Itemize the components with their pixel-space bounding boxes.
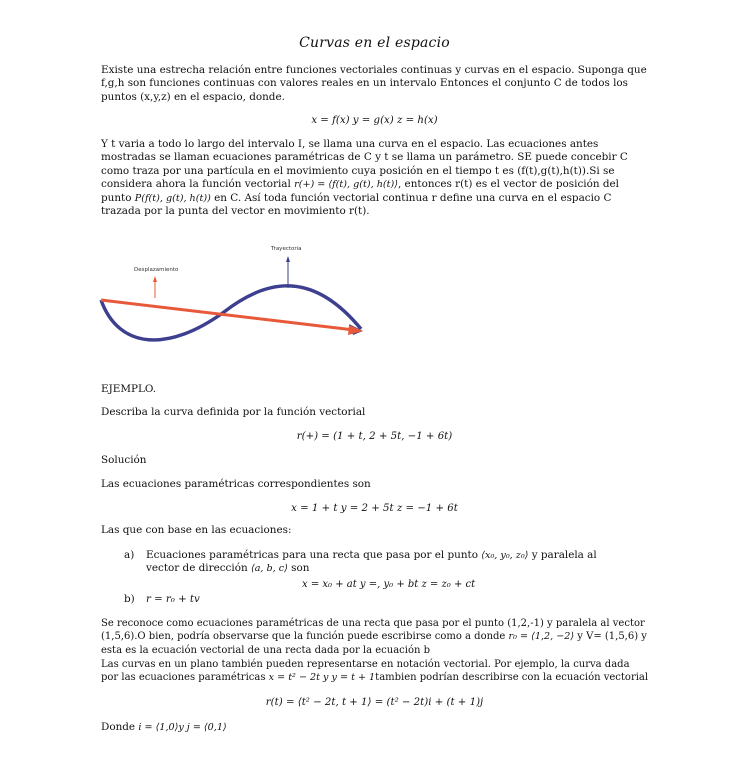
paragraph-text: tambien podrían describirse con la ecuación vectorial — [375, 672, 649, 684]
paragraph-text: Se reconoce como ecuaciones paramétricas de una recta que pasa por el punto (1,2,-1) y paralela al vector (1,5,6).O bien, podría observarse que la función puede escribirse como a donde — [101, 618, 645, 643]
example-parametric-equations: x = 1 + t y = 2 + 5t z = −1 + 6t — [291, 503, 458, 514]
line-vector-equation: r = r₀ + tv — [146, 594, 200, 605]
plane-curves-paragraph — [101, 658, 649, 685]
vector-function-expression: r(+) = ⟨f(t), g(t), h(t)⟩ — [294, 179, 398, 191]
r0-vector: r₀ = ⟨1,2, −2⟩ — [508, 631, 575, 643]
unit-vectors-definition: i = ⟨1,0⟩y j = ⟨0,1⟩ — [138, 722, 227, 733]
item-a-text — [146, 549, 616, 576]
parametric-equations-general: x = f(x) y = g(x) z = h(x) — [311, 115, 438, 126]
curve-definition-paragraph — [101, 138, 649, 218]
plane-parametric-equations: x = t² − 2t y y = t + 1 — [268, 672, 376, 684]
line-parametric-equations: x = x₀ + at y =, y₀ + bt z = z₀ + ct — [302, 579, 476, 590]
example-statement: Describa la curva definida por la función vectorial — [101, 406, 366, 418]
base-text: Las que con base en las ecuaciones: — [101, 524, 292, 536]
item-a-part: y paralela al vector de dirección — [146, 549, 597, 575]
trajectory-label: Trayectoria — [271, 246, 302, 252]
trajectory-diagram — [99, 232, 367, 350]
example-vector-function: r(+) = (1 + t, 2 + 5t, −1 + 6t) — [296, 431, 453, 442]
intro-paragraph: Existe una estrecha relación entre funciones vectoriales continuas y curvas en el espacio. Suponga que f,g,h son funciones continuas con valores reales en un intervalo Entonces el conjunto C de todos los puntos (x,y,z) en el espacio, donde. — [101, 64, 647, 103]
paragraph-text: Y t varia a todo lo largo del intervalo I, se llama una curva en el espacio. Las ecuaciones antes mostradas se llaman ecuaciones paramétricas de C y t se llama un parámetro. SE puede concebir C como traza por una partícula en el movimiento cuya posición en el tiempo t es (f(t),g(t),h(t)).Si se considera ahora la función vectorial — [101, 138, 628, 191]
document-title: Curvas en el espacio — [299, 35, 450, 51]
plane-vector-equation: r(t) = ⟨t² − 2t, t + 1⟩ = (t² − 2t)i + (t + 1)j — [265, 697, 484, 708]
displacement-label: Desplazamiento — [134, 267, 179, 273]
donde-label: Donde — [101, 721, 139, 733]
paragraph-text: , entonces r(t) es el vector de posición del punto — [101, 178, 619, 204]
diagram-background — [99, 232, 367, 350]
unit-vectors-line — [101, 721, 649, 734]
paragraph-text: Las curvas en un plano también pueden representarse en notación vectorial. Por ejemplo, la curva dada por las ecuaciones paramétricas — [101, 659, 630, 684]
item-a-marker: a) — [124, 549, 135, 561]
example-heading: EJEMPLO. — [101, 383, 157, 395]
solution-heading: Solución — [101, 454, 147, 466]
recognition-paragraph — [101, 617, 649, 657]
point-coordinates: ⟨x₀, y₀, z₀⟩ — [481, 550, 529, 561]
point-expression: P(f(t), g(t), h(t)) — [134, 192, 211, 204]
item-b-marker: b) — [124, 593, 135, 605]
solution-text: Las ecuaciones paramétricas correspondientes son — [101, 478, 371, 490]
item-a-part: son — [287, 562, 310, 575]
item-a-part: Ecuaciones paramétricas para una recta que pasa por el punto — [146, 549, 482, 561]
paragraph-text: en C. Así toda función vectorial continua r define una curva en el espacio C trazada por la punta del vector en movimiento r(t). — [101, 191, 612, 218]
direction-vector: ⟨a, b, c⟩ — [250, 563, 288, 575]
paragraph-text: y V= (1,5,6) y esta es la ecuación vectorial de una recta dada por la ecuación b — [101, 631, 647, 656]
